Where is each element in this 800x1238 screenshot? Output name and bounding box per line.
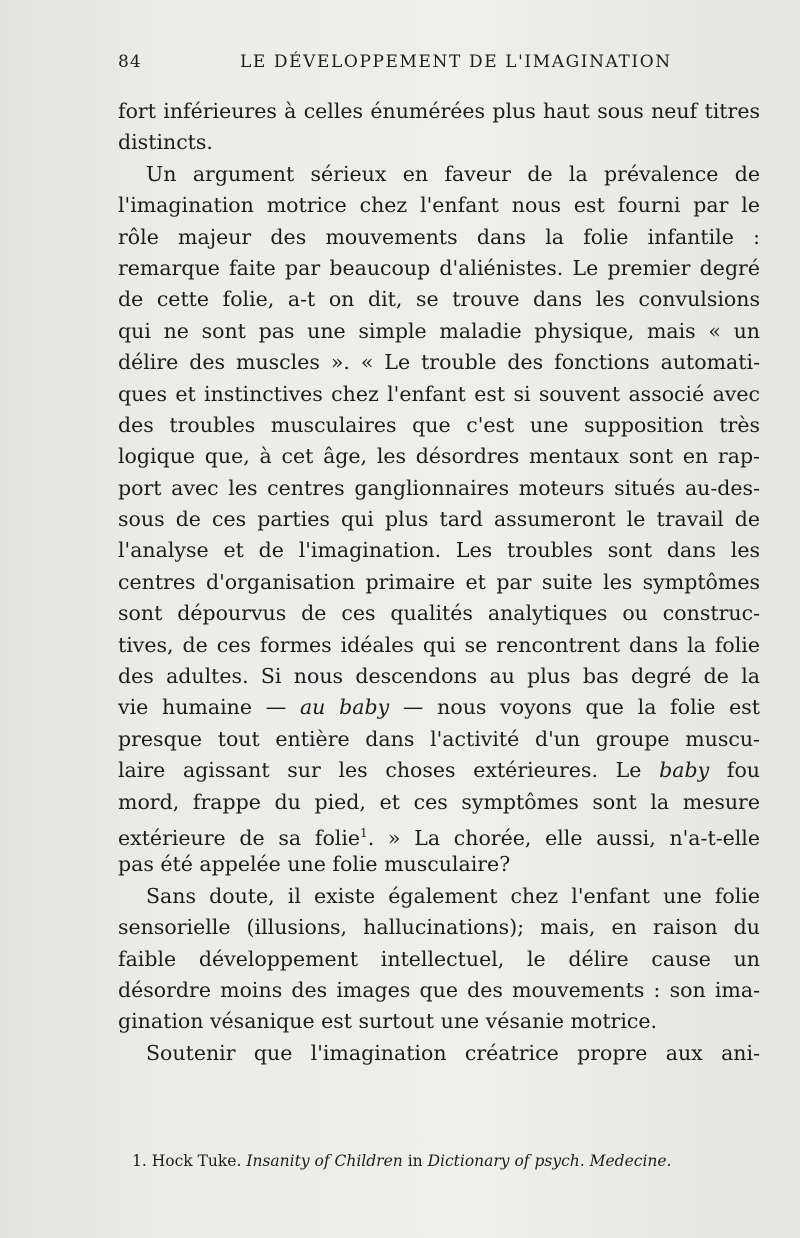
italic-term: au baby	[299, 695, 390, 720]
footnote	[132, 1152, 752, 1170]
text-line: fort inférieures à celles énumérées plus haut sous neuf titres	[118, 99, 760, 123]
footnote-author: Hock Tuke.	[151, 1152, 242, 1170]
paragraph-block	[118, 849, 760, 1069]
page-header	[118, 52, 758, 82]
text-line: pas été appelée une folie musculaire?	[118, 852, 511, 877]
text-run: vie humaine —	[118, 695, 300, 720]
text-line	[118, 692, 760, 723]
text-run: laire agissant sur les choses extérieures. Le	[118, 758, 660, 783]
footnote-marker: 1.	[132, 1152, 147, 1170]
text-line: rôle majeur des mouvements dans la folie infantile :	[118, 224, 760, 249]
text-line: faible développement intellectuel, le délire cause un	[118, 946, 760, 971]
text-line: l'analyse et de l'imagination. Les troubles sont dans les	[118, 538, 760, 563]
paragraph-block	[118, 96, 760, 692]
footnote-title: Insanity of Children	[246, 1152, 403, 1170]
text-line: Soutenir que l'imagination créatrice propre aux ani-	[146, 1040, 760, 1065]
text-run: . » La chorée, elle aussi, n'a-t-elle	[367, 825, 760, 850]
text-line: distincts.	[118, 130, 213, 155]
text-line: mord, frappe du pied, et ces symptômes sont la mesure	[118, 789, 760, 814]
text-line	[118, 818, 760, 849]
text-line: Un argument sérieux en faveur de la prévalence de	[146, 161, 760, 186]
text-line: sous de ces parties qui plus tard assumeront le travail de	[118, 507, 760, 532]
text-line: désordre moins des images que des mouvements : son ima-	[118, 977, 760, 1002]
paragraph-block	[118, 787, 760, 818]
text-line: Sans doute, il existe également chez l'enfant une folie	[146, 883, 760, 908]
text-line	[118, 755, 760, 786]
text-line: logique que, à cet âge, les désordres mentaux sont en rap-	[118, 444, 760, 469]
text-line: sensorielle (illusions, hallucinations); mais, en raison du	[118, 915, 760, 940]
text-line: tives, de ces formes idéales qui se rencontrent dans la folie	[118, 632, 760, 657]
text-line: presque tout entière dans l'activité d'un groupe muscu-	[118, 726, 760, 751]
footnote-source: Dictionary of psych. Medecine.	[427, 1152, 672, 1170]
text-line: ques et instinctives chez l'enfant est si souvent associé avec	[118, 381, 760, 406]
text-line: sont dépourvus de ces qualités analytiques ou construc-	[118, 601, 760, 626]
text-line: délire des muscles ». « Le trouble des fonctions automati-	[118, 350, 760, 375]
body-text	[118, 96, 760, 1069]
text-line: qui ne sont pas une simple maladie physique, mais « un	[118, 318, 760, 343]
text-line: des adultes. Si nous descendons au plus bas degré de la	[118, 664, 760, 689]
text-line: de cette folie, a-t on dit, se trouve dans les convulsions	[118, 287, 760, 312]
text-line: remarque faite par beaucoup d'aliénistes. Le premier degré	[118, 255, 760, 280]
text-line: port avec les centres ganglionnaires moteurs situés au-des-	[118, 475, 760, 500]
text-line: l'imagination motrice chez l'enfant nous est fourni par le	[118, 193, 760, 218]
text-run: extérieure de sa folie	[118, 825, 361, 850]
text-run: — nous voyons que la folie est	[389, 695, 760, 720]
italic-term: baby	[659, 758, 710, 783]
text-line: gination vésanique est surtout une vésanie motrice.	[118, 1009, 658, 1034]
text-line: des troubles musculaires que c'est une supposition très	[118, 412, 760, 437]
running-title: LE DÉVELOPPEMENT DE L'IMAGINATION	[240, 52, 672, 72]
footnote-connector: in	[407, 1152, 423, 1170]
footnote-reference: 1	[360, 825, 368, 840]
text-run: fou	[709, 758, 760, 783]
text-line: centres d'organisation primaire et par suite les symptômes	[118, 569, 760, 594]
page-number: 84	[118, 52, 142, 72]
